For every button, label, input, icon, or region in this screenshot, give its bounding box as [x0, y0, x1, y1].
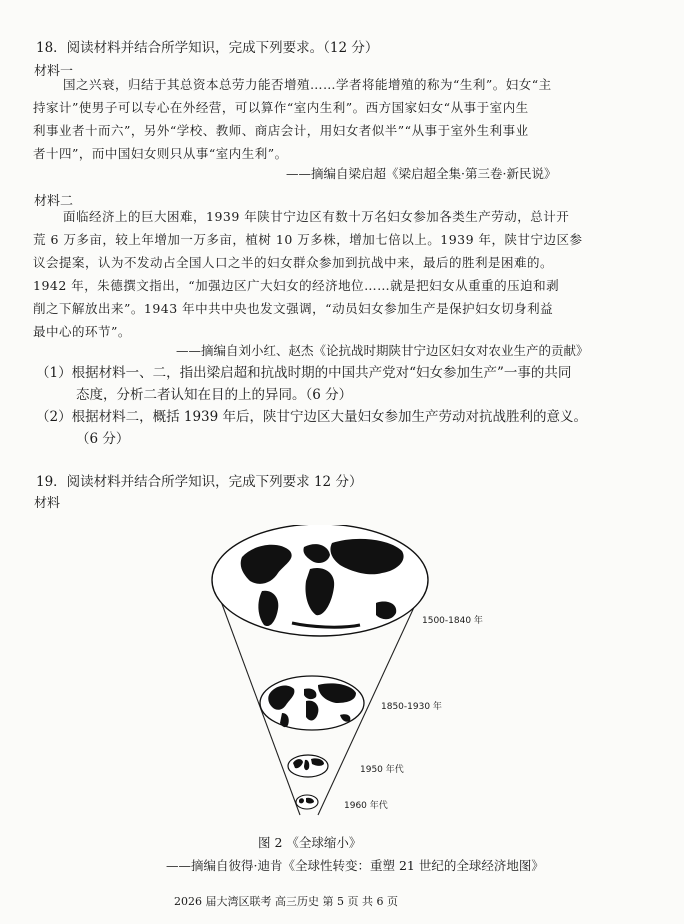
m2-line: 面临经济上的巨大困难，1939 年陕甘宁边区有数十万名妇女参加各类生产劳动，总计开 [63, 209, 570, 224]
q19-material-label: 材料 [34, 496, 61, 511]
material-2-source: ——摘编自刘小红、赵杰《论抗战时期陕甘宁边区妇女对农业生产的贡献》 [176, 343, 589, 358]
m1-line: 利事业者十而六”，另外“学校、教师、商店会计，用妇女者似半”“从事于室外生利事业 [33, 123, 529, 138]
global-shrinking-figure [200, 525, 500, 825]
material-1-label: 材料一 [34, 64, 74, 79]
sub-question-1-cont: 态度，分析二者认知在目的上的异同。（6 分） [76, 387, 353, 403]
sub-question-2: （2）根据材料二，概括 1939 年后，陕甘宁边区大量妇女参加生产劳动对抗战胜利的意义。 [36, 409, 588, 425]
figure-caption: 图 2 《全球缩小》 [258, 835, 362, 850]
globe-1850-1930 [260, 676, 364, 730]
material-1-text [33, 73, 552, 165]
q19-source: ——摘编自彼得·迪肯《全球性转变：重塑 21 世纪的全球经济地图》 [166, 858, 544, 873]
m2-line: 削之下解放出来”。1943 年中共中央也发文强调，“动员妇女参加生产是保护妇女切身利益 [33, 301, 554, 316]
label-1500-1840: 1500-1840 年 [422, 616, 483, 626]
globe-1950s [288, 755, 328, 777]
m2-line: 荒 6 万多亩，较上年增加一万多亩，植树 10 万多株，增加七倍以上。1939 年，陕甘宁边区参 [33, 232, 583, 247]
m1-line: 持家计”使男子可以专心在外经营，可以算作“室内生利”。西方国家妇女“从事于室内生 [33, 100, 529, 115]
m2-line: 最中心的环节”。 [33, 324, 131, 339]
globe-1500-1840 [212, 525, 428, 636]
m1-line: 国之兴衰，归结于其总资本总劳力能否增殖……学者将能增殖的称为“生利”。妇女“主 [63, 77, 552, 92]
material-1-source: ——摘编自梁启超《梁启超全集·第三卷·新民说》 [286, 166, 557, 181]
q19-heading: 19．阅读材料并结合所学知识，完成下列要求 12 分） [36, 474, 363, 490]
label-1960s: 1960 年代 [344, 801, 388, 811]
label-1850-1930: 1850-1930 年 [381, 702, 442, 712]
q18-heading: 18．阅读材料并结合所学知识，完成下列要求。（12 分） [36, 40, 379, 56]
sub-question-1: （1）根据材料一、二，指出梁启超和抗战时期的中国共产党对“妇女参加生产”一事的共同 [36, 365, 572, 381]
sub-question-2-cont: （6 分） [76, 431, 130, 447]
material-2-label: 材料二 [34, 194, 74, 209]
m1-line: 者十四”，而中国妇女则只从事“室内生利”。 [33, 146, 288, 161]
m2-line: 1942 年，朱德撰文指出，“加强边区广大妇女的经济地位……就是把妇女从重重的压迫和剥 [33, 278, 560, 293]
page-footer: 2026 届大湾区联考 高三历史 第 5 页 共 6 页 [174, 895, 398, 908]
m2-line: 议会提案，认为不发动占全国人口之半的妇女群众参加到抗战中来，最后的胜利是困难的。 [33, 255, 554, 270]
material-2-text [33, 205, 583, 343]
label-1950s: 1950 年代 [360, 765, 404, 775]
globe-1960s [296, 795, 318, 809]
